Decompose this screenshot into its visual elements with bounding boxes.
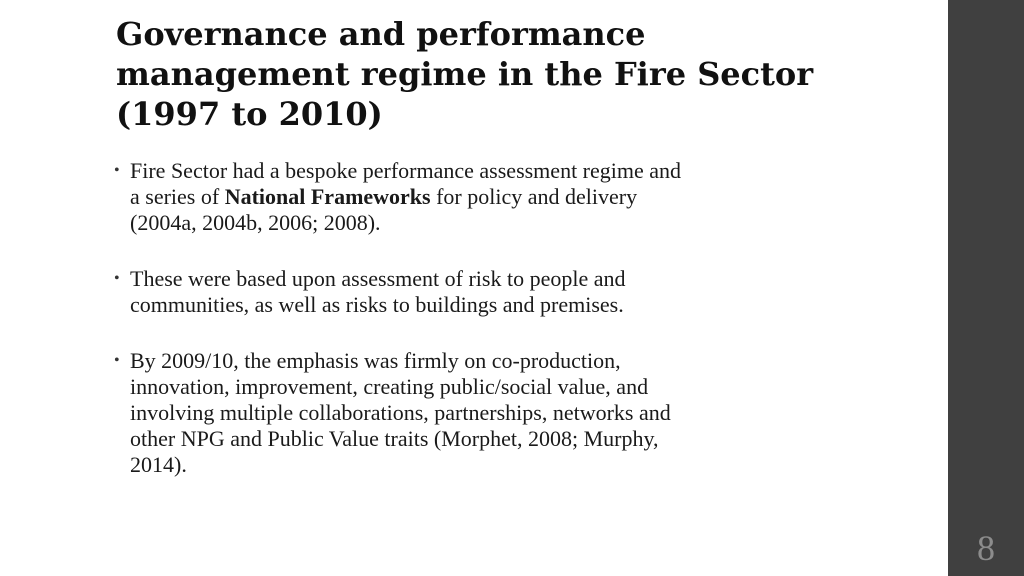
title-line-1: Governance and performance	[116, 15, 646, 53]
bullet-1-line-1: Fire Sector had a bespoke performance assessment regime and	[130, 158, 682, 183]
title-line-2: management regime in the Fire Sector	[116, 55, 814, 93]
bullet-2-line-2: communities, as well as risks to buildings and premises.	[130, 292, 624, 317]
bullet-1-line-3: (2004a, 2004b, 2006; 2008).	[130, 210, 381, 235]
slide-number: 8	[977, 528, 995, 568]
bullet-marker: •	[114, 352, 120, 369]
bullet-3-line-5: 2014).	[130, 452, 187, 477]
bullet-list	[112, 158, 902, 478]
bullet-1-line-2	[130, 184, 902, 210]
bullet-marker: •	[114, 162, 120, 179]
bullet-3-line-2: innovation, improvement, creating public/social value, and	[130, 374, 649, 399]
bullet-1-line-2-post: for policy and delivery	[430, 184, 638, 209]
slide-title	[116, 14, 916, 134]
bullet-3-line-1: By 2009/10, the emphasis was firmly on co-production,	[130, 348, 621, 373]
bullet-item-3	[112, 348, 902, 478]
national-frameworks-emphasis: National Frameworks	[224, 184, 431, 209]
bullet-item-2	[112, 266, 902, 318]
slide-sidebar	[948, 0, 1024, 576]
bullet-2-line-1: These were based upon assessment of risk to people and	[130, 266, 626, 291]
bullet-marker: •	[114, 270, 120, 287]
bullet-3-line-3: involving multiple collaborations, partnerships, networks and	[130, 400, 671, 425]
bullet-3-line-4: other NPG and Public Value traits (Morphet, 2008; Murphy,	[130, 426, 659, 451]
bullet-1-line-2-pre: a series of	[130, 184, 225, 209]
title-line-3: (1997 to 2010)	[116, 95, 383, 133]
bullet-item-1	[112, 158, 902, 236]
